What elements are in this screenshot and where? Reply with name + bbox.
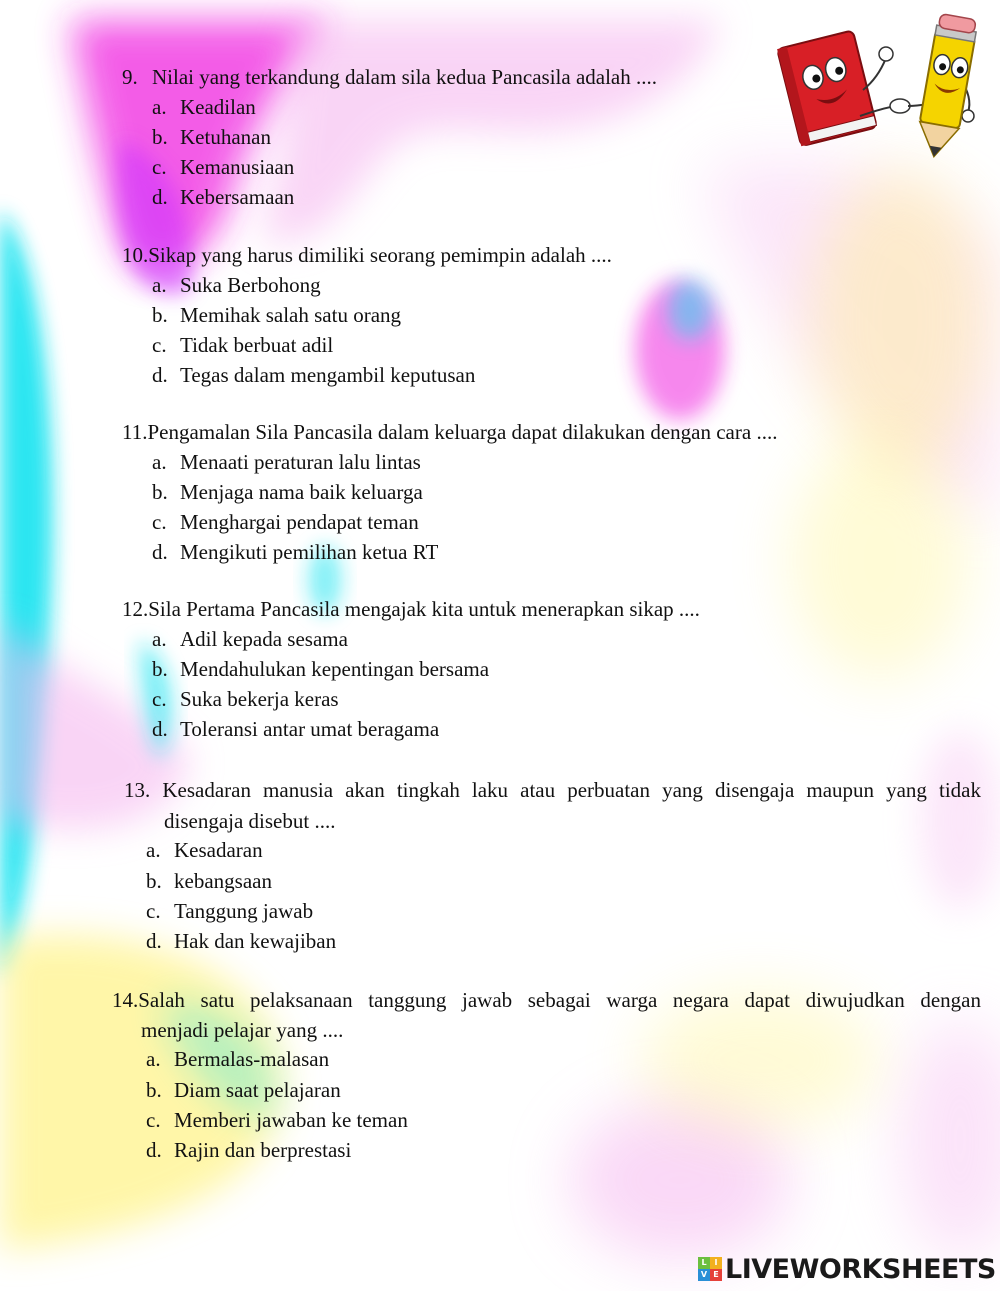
option-letter: d. (146, 929, 162, 953)
option-letter: b. (146, 1078, 162, 1102)
question-text: Sikap yang harus dimiliki seorang pemimpin adalah .... (148, 243, 612, 267)
liveworksheets-logo-icon (698, 1257, 722, 1281)
question-text-line2: menjadi pelajar yang .... (141, 1018, 344, 1042)
option-letter: a. (152, 450, 167, 474)
book-and-pencil-mascot-icon (768, 8, 992, 168)
option-text: Ketuhanan (180, 125, 271, 149)
option-12d[interactable] (152, 716, 439, 742)
question-13 (124, 777, 981, 803)
option-10d[interactable] (152, 362, 475, 388)
option-9b[interactable] (152, 124, 271, 150)
question-number: 13. (124, 778, 151, 802)
option-text: Diam saat pelajaran (174, 1078, 341, 1102)
question-number: 11. (122, 420, 148, 444)
option-10a[interactable] (152, 272, 321, 298)
question-number: 9. (122, 65, 138, 89)
option-letter: c. (152, 687, 167, 711)
question-9 (122, 64, 657, 90)
option-10c[interactable] (152, 332, 333, 358)
question-number: 12. (122, 597, 149, 621)
option-text: Bermalas-malasan (174, 1047, 330, 1071)
question-text: Nilai yang terkandung dalam sila kedua Pancasila adalah .... (152, 65, 657, 89)
option-11b[interactable] (152, 479, 423, 505)
option-letter: a. (146, 1047, 161, 1071)
option-14c[interactable] (146, 1107, 408, 1133)
option-text: Kemanusiaan (180, 155, 295, 179)
option-9c[interactable] (152, 154, 294, 180)
question-10 (122, 242, 612, 268)
option-text: Tanggung jawab (174, 899, 314, 923)
option-12a[interactable] (152, 626, 348, 652)
question-text-line2: disengaja disebut .... (164, 809, 336, 833)
question-11 (122, 419, 777, 445)
option-13d[interactable] (146, 928, 336, 954)
option-letter: d. (152, 185, 168, 209)
option-14a[interactable] (146, 1046, 329, 1072)
question-14 (112, 987, 981, 1013)
question-12 (122, 596, 700, 622)
option-14b[interactable] (146, 1077, 341, 1103)
liveworksheets-logo[interactable] (698, 1252, 996, 1286)
option-letter: d. (152, 363, 168, 387)
option-text: Keadilan (180, 95, 256, 119)
option-11d[interactable] (152, 539, 438, 565)
question-number: 10. (122, 243, 149, 267)
option-letter: b. (152, 480, 168, 504)
option-text: Suka bekerja keras (180, 687, 339, 711)
option-9a[interactable] (152, 94, 256, 120)
option-text: Rajin dan berprestasi (174, 1138, 352, 1162)
option-text: Mengikuti pemilihan ketua RT (180, 540, 439, 564)
option-text: Kesadaran (174, 838, 263, 862)
option-text: kebangsaan (174, 869, 272, 893)
question-text: Pengamalan Sila Pancasila dalam keluarga dapat dilakukan dengan cara .... (147, 420, 778, 444)
question-text: Sila Pertama Pancasila mengajak kita untuk menerapkan sikap .... (148, 597, 700, 621)
option-letter: b. (152, 303, 168, 327)
option-letter: c. (152, 510, 167, 534)
option-letter: d. (152, 717, 168, 741)
option-13b[interactable] (146, 868, 272, 894)
logo-letter: E (710, 1269, 722, 1281)
option-text: Hak dan kewajiban (174, 929, 337, 953)
option-letter: a. (152, 627, 167, 651)
option-text: Kebersamaan (180, 185, 295, 209)
option-text: Menghargai pendapat teman (180, 510, 419, 534)
option-letter: c. (152, 333, 167, 357)
question-13-continuation (164, 808, 335, 834)
option-10b[interactable] (152, 302, 401, 328)
option-text: Memihak salah satu orang (180, 303, 402, 327)
logo-letter: L (698, 1257, 710, 1269)
option-text: Toleransi antar umat beragama (180, 717, 440, 741)
option-letter: c. (146, 899, 161, 923)
question-text-line1: Salah satu pelaksanaan tanggung jawab sebagai warga negara dapat diwujudkan dengan (138, 988, 981, 1012)
option-text: Tidak berbuat adil (180, 333, 334, 357)
option-text: Memberi jawaban ke teman (174, 1108, 408, 1132)
option-letter: c. (146, 1108, 161, 1132)
option-14d[interactable] (146, 1137, 351, 1163)
logo-letter: V (698, 1269, 710, 1281)
option-text: Mendahulukan kepentingan bersama (180, 657, 490, 681)
liveworksheets-wordmark: LIVEWORKSHEETS (725, 1253, 996, 1285)
option-text: Menaati peraturan lalu lintas (180, 450, 421, 474)
option-letter: b. (152, 657, 168, 681)
logo-letter: I (710, 1257, 722, 1269)
question-text-line1: Kesadaran manusia akan tingkah laku atau perbuatan yang disengaja maupun yang tidak (162, 778, 982, 802)
option-13c[interactable] (146, 898, 313, 924)
option-text: Tegas dalam mengambil keputusan (180, 363, 476, 387)
option-12c[interactable] (152, 686, 339, 712)
option-letter: d. (152, 540, 168, 564)
option-12b[interactable] (152, 656, 489, 682)
option-text: Menjaga nama baik keluarga (180, 480, 423, 504)
option-11a[interactable] (152, 449, 421, 475)
option-letter: d. (146, 1138, 162, 1162)
option-letter: b. (146, 869, 162, 893)
option-9d[interactable] (152, 184, 294, 210)
option-text: Suka Berbohong (180, 273, 321, 297)
question-number: 14. (112, 988, 139, 1012)
option-letter: c. (152, 155, 167, 179)
option-letter: a. (146, 838, 161, 862)
option-letter: a. (152, 273, 167, 297)
option-letter: b. (152, 125, 168, 149)
option-13a[interactable] (146, 837, 263, 863)
option-letter: a. (152, 95, 167, 119)
question-14-continuation (141, 1017, 343, 1043)
option-11c[interactable] (152, 509, 419, 535)
option-text: Adil kepada sesama (180, 627, 348, 651)
